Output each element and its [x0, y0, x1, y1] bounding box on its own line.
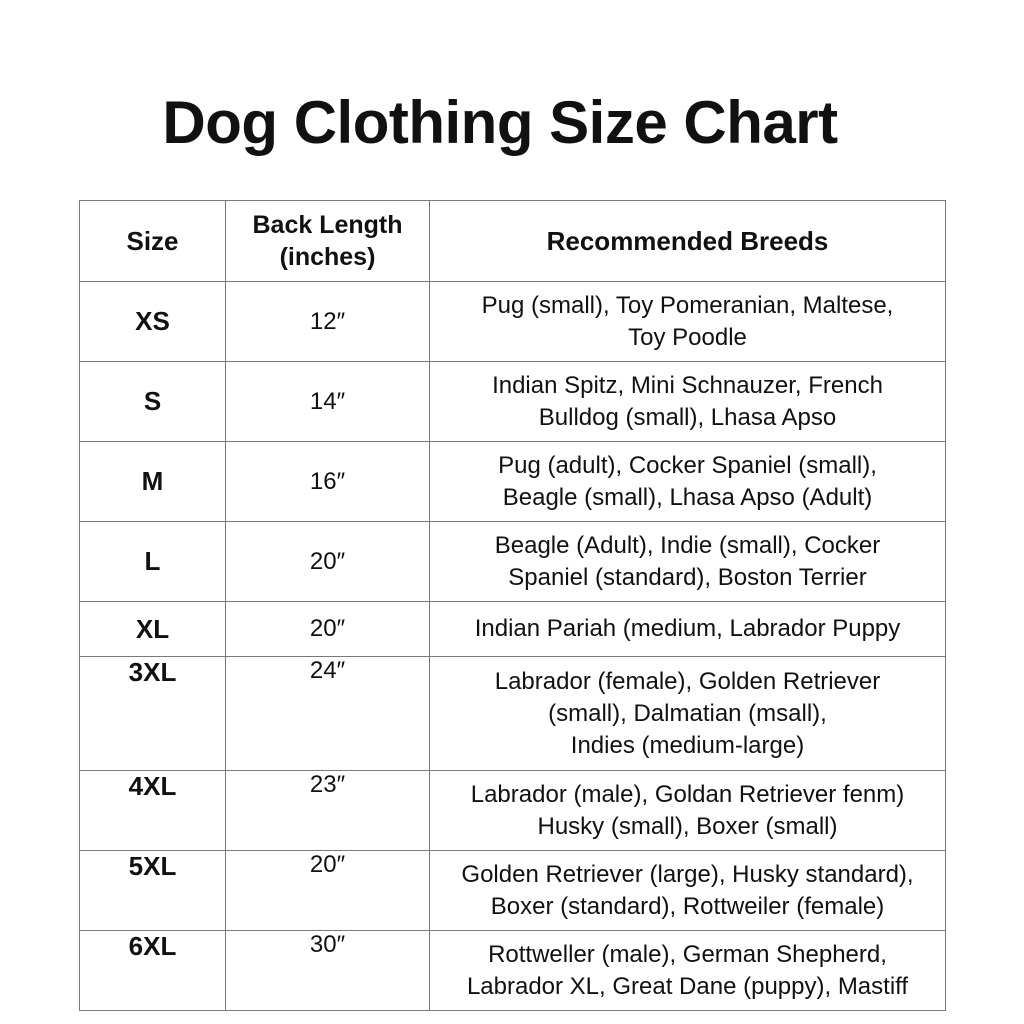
length-cell: 14″	[226, 362, 430, 442]
breeds-cell	[430, 657, 946, 771]
table-row	[80, 602, 946, 657]
table-row	[80, 442, 946, 522]
breeds-cell	[430, 771, 946, 851]
size-cell: 6XL	[80, 931, 226, 1011]
header-back-length	[226, 201, 430, 282]
length-cell: 23″	[226, 771, 430, 851]
size-cell: S	[80, 362, 226, 442]
breeds-cell	[430, 282, 946, 362]
breeds-line: Labrador (male), Goldan Retriever fenm)	[470, 780, 905, 808]
table-row	[80, 522, 946, 602]
breeds-line: Pug (small), Toy Pomeranian, Maltese,	[481, 291, 894, 319]
breeds-line: Rottweller (male), German Shepherd,	[488, 940, 887, 968]
header-length-line1: Back Length	[252, 211, 403, 239]
table-row	[80, 282, 946, 362]
length-cell: 20″	[226, 602, 430, 657]
breeds-line: (small), Dalmatian (msall),	[548, 699, 827, 727]
size-cell: M	[80, 442, 226, 522]
breeds-cell	[430, 362, 946, 442]
breeds-line: Golden Retriever (large), Husky standard),	[461, 860, 914, 888]
breeds-line: Beagle (Adult), Indie (small), Cocker	[494, 531, 881, 559]
breeds-line: Labrador (female), Golden Retriever	[494, 667, 881, 695]
size-cell: XL	[80, 602, 226, 657]
size-cell: L	[80, 522, 226, 602]
length-cell: 16″	[226, 442, 430, 522]
breeds-line: Husky (small), Boxer (small)	[537, 812, 838, 840]
length-cell: 20″	[226, 522, 430, 602]
breeds-line: Beagle (small), Lhasa Apso (Adult)	[502, 483, 873, 511]
length-cell: 24″	[226, 657, 430, 771]
breeds-line: Indian Pariah (medium, Labrador Puppy	[474, 615, 901, 642]
table-row	[80, 851, 946, 931]
breeds-cell	[430, 442, 946, 522]
breeds-line: Bulldog (small), Lhasa Apso	[538, 403, 837, 431]
breeds-line: Boxer (standard), Rottweiler (female)	[490, 892, 885, 920]
size-cell: 5XL	[80, 851, 226, 931]
header-row	[80, 201, 946, 282]
length-cell: 12″	[226, 282, 430, 362]
breeds-line: Indian Spitz, Mini Schnauzer, French	[492, 371, 883, 399]
breeds-line: Indies (medium-large)	[570, 731, 805, 759]
header-breeds: Recommended Breeds	[430, 201, 946, 282]
size-chart-table	[79, 200, 946, 1011]
breeds-cell	[430, 931, 946, 1011]
breeds-line: Pug (adult), Cocker Spaniel (small),	[498, 451, 877, 479]
length-cell: 30″	[226, 931, 430, 1011]
header-length-line2: (inches)	[279, 243, 376, 271]
table-row	[80, 931, 946, 1011]
breeds-cell	[430, 522, 946, 602]
size-cell: 4XL	[80, 771, 226, 851]
size-cell: XS	[80, 282, 226, 362]
table-row	[80, 362, 946, 442]
page-title: Dog Clothing Size Chart	[162, 89, 838, 156]
breeds-line: Labrador XL, Great Dane (puppy), Mastiff	[466, 972, 909, 1000]
breeds-line: Toy Poodle	[628, 323, 747, 351]
breeds-line: Spaniel (standard), Boston Terrier	[508, 563, 867, 591]
length-cell: 20″	[226, 851, 430, 931]
breeds-cell	[430, 602, 946, 657]
size-cell: 3XL	[80, 657, 226, 771]
breeds-cell	[430, 851, 946, 931]
header-size: Size	[80, 201, 226, 282]
table-row	[80, 771, 946, 851]
table-row	[80, 657, 946, 771]
